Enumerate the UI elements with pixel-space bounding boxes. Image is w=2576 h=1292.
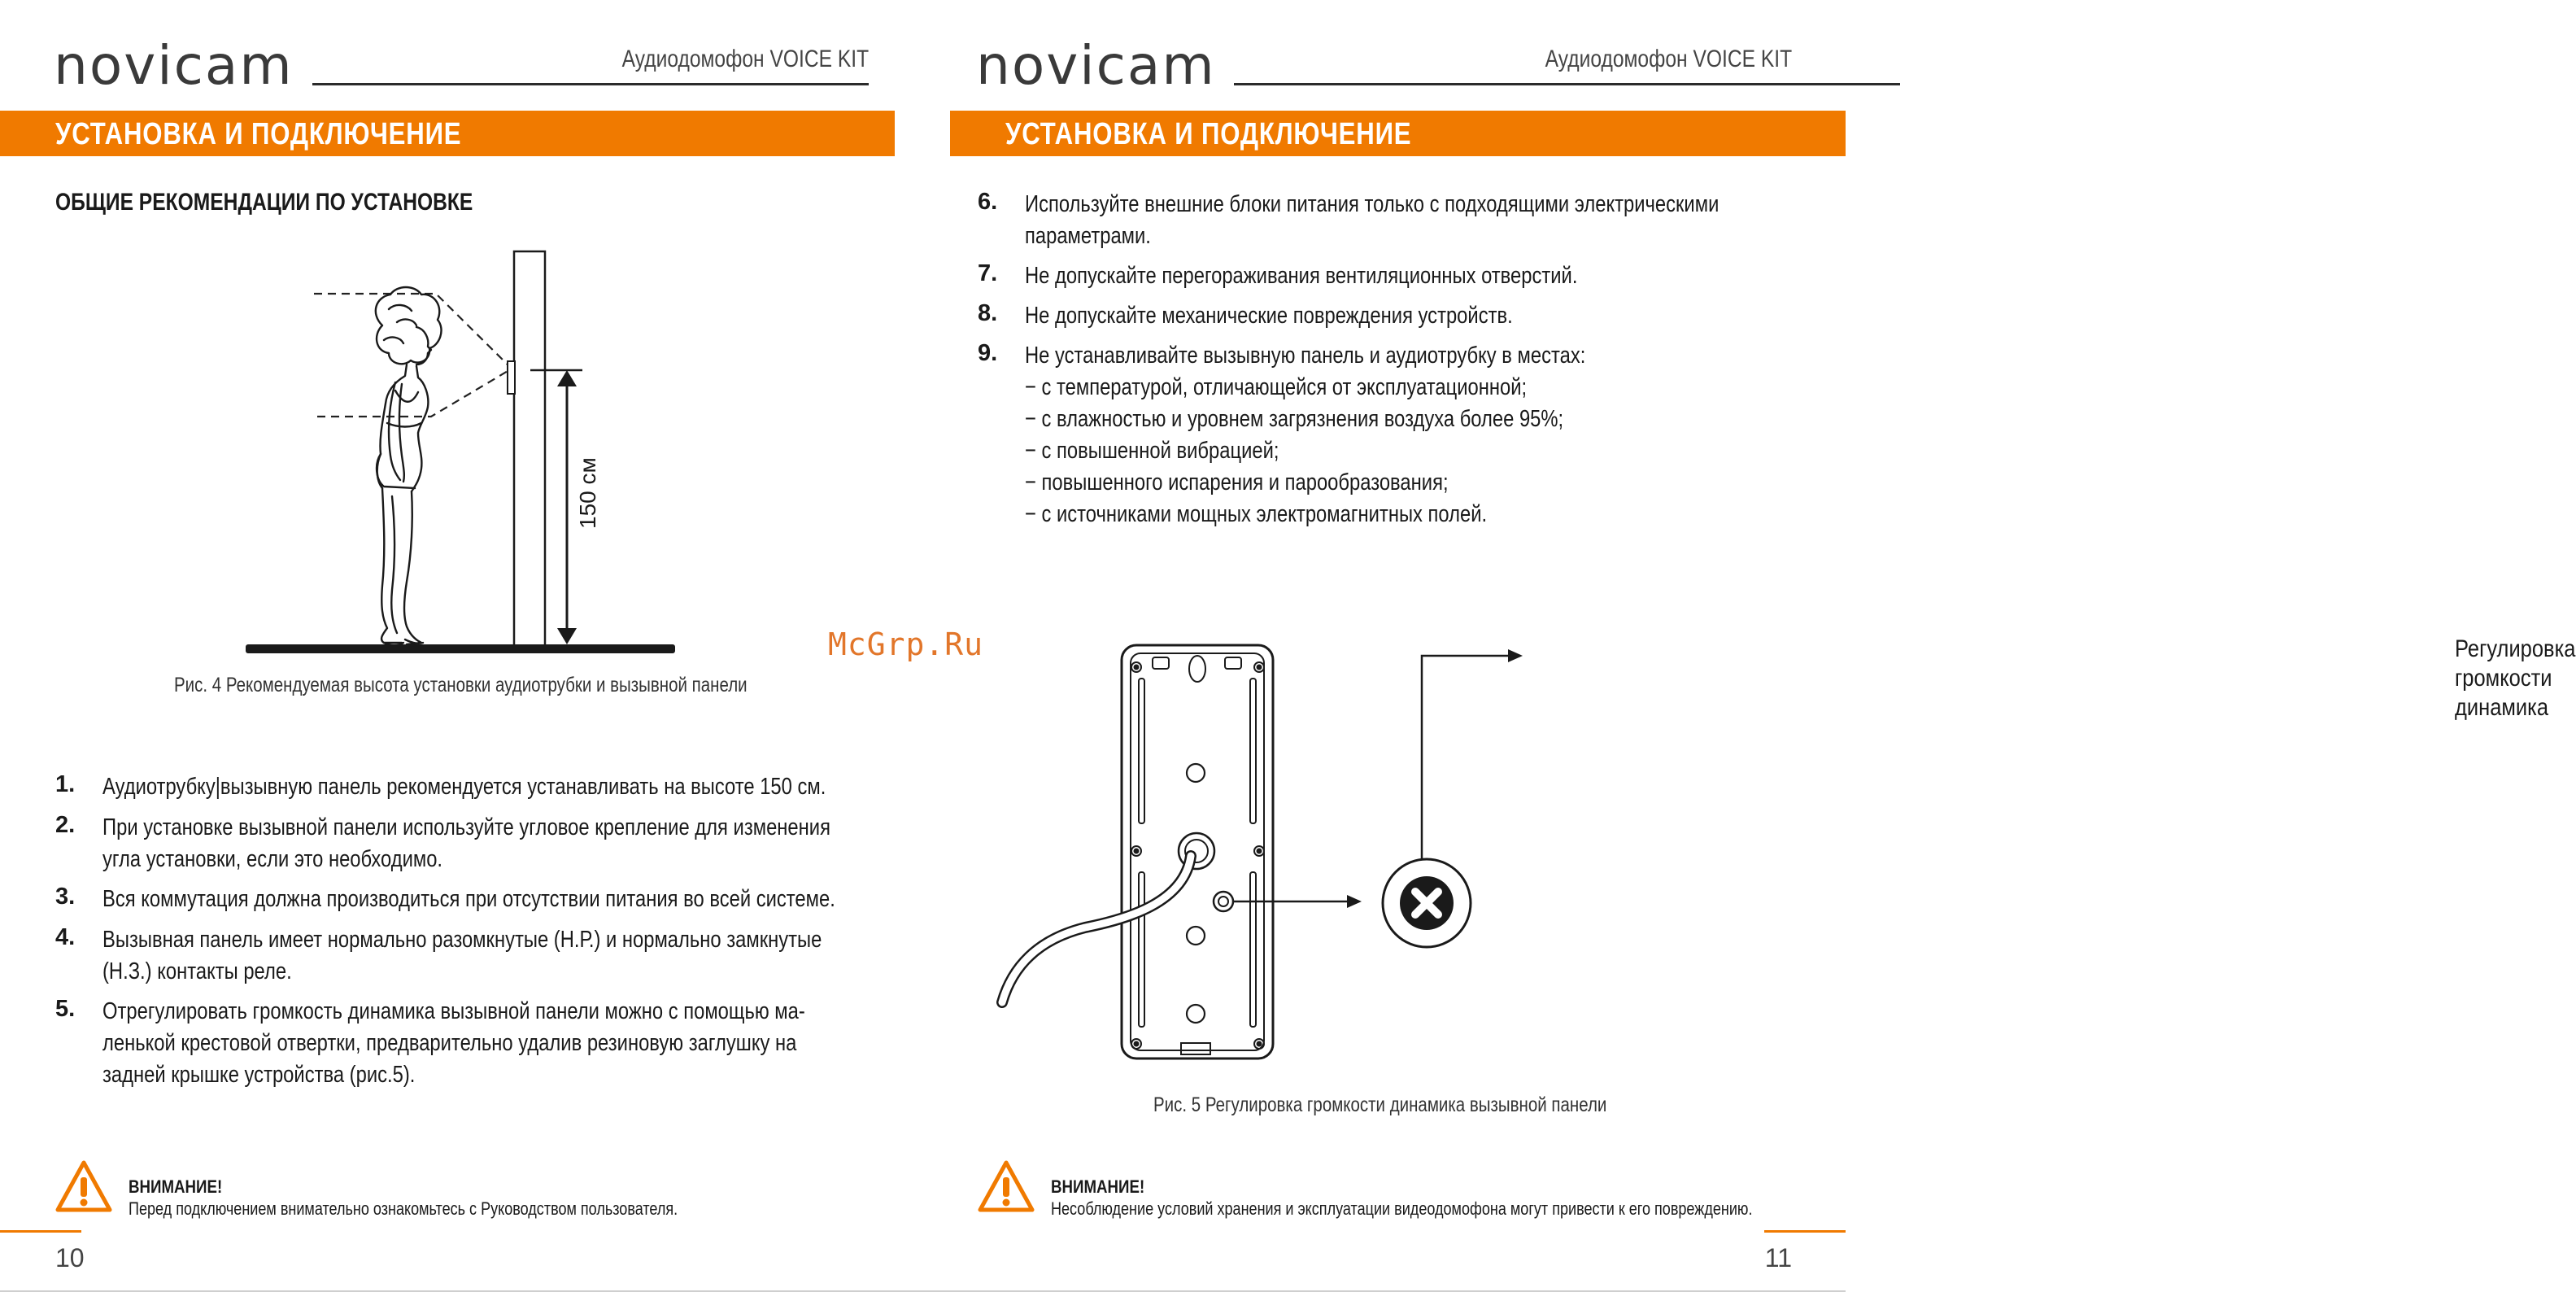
- list-item-text: Не устанавливайте вызывную панель и аудиотрубку в местах: − с температурой, отличающейся от эксплуатационной; − с влажностью и уровнем загрязнения воздуха более 95%; − с повышенной вибрацией; − повышенного испарения и парообразования; − с источниками мощных электромагнитных полей.: [1025, 343, 1586, 527]
- height-label: 150 см: [575, 457, 600, 529]
- warning-title: ВНИМАНИЕ!: [129, 1176, 223, 1197]
- call-panel: [508, 361, 515, 394]
- brand-logo: novicam: [976, 34, 1216, 97]
- list-item-number: 2.: [55, 812, 76, 838]
- list-item-number: 1.: [55, 771, 76, 797]
- footer-rule: [0, 1230, 81, 1233]
- list-item-number: 9.: [978, 340, 998, 366]
- section-title: УСТАНОВКА И ПОДКЛЮЧЕНИЕ: [55, 117, 462, 151]
- list-item-text: Аудиотрубку|вызывную панель рекомендуется устанавливать на высоте 150 см.: [102, 774, 826, 800]
- list-item-text: Вся коммутация должна производиться при отсутствии питания во всей системе.: [102, 886, 835, 912]
- page-number: 11: [1764, 1243, 1792, 1272]
- list-item-text: Отрегулировать громкость динамика вызывной панели можно с помощью ма- ленькой крестовой отвертки, предварительно удалив резиновую заглушку на задней крышке устройства (рис.5).: [102, 998, 805, 1088]
- watermark: McGrp.Ru: [828, 626, 984, 662]
- floor: [246, 644, 675, 653]
- figure-caption: Рис. 4 Рекомендуемая высота установки аудиотрубки и вызывной панели: [174, 674, 748, 696]
- right-page: [922, 0, 2576, 1292]
- list-item-number: 8.: [978, 300, 998, 326]
- wall: [514, 251, 545, 648]
- page-number: 10: [55, 1243, 85, 1272]
- warning-icon: [55, 1159, 112, 1213]
- panel-housing-inner: [1131, 653, 1264, 1050]
- footer-rule: [1764, 1230, 1846, 1233]
- dimension-arrow-top: [557, 370, 577, 386]
- warning-text: Перед подключением внимательно ознакомьтесь с Руководством пользователя.: [129, 1198, 678, 1219]
- warning-title: ВНИМАНИЕ!: [1051, 1176, 1145, 1197]
- list-item-number: 7.: [978, 260, 998, 286]
- list-item-number: 3.: [55, 884, 76, 910]
- figure-caption: Рис. 5 Регулировка громкости динамика вызывной панели: [1153, 1093, 1607, 1116]
- sight-line-top: [314, 294, 509, 366]
- list-item-number: 6.: [978, 189, 998, 215]
- product-title: Аудиодомофон VOICE KIT: [1545, 46, 1792, 72]
- person-figure: [376, 287, 442, 645]
- list-item-text: При установке вызывной панели используйте угловое крепление для изменения угла установки, если это необходимо.: [102, 814, 830, 872]
- left-page: [0, 0, 922, 1292]
- brand-logo: novicam: [54, 34, 294, 97]
- list-item-text: Используйте внешние блоки питания только с подходящими электрическими параметрами.: [1025, 191, 1720, 249]
- list-item-text: Вызывная панель имеет нормально разомкнутые (Н.Р.) и нормально замкнутые (Н.З.) контакты реле.: [102, 927, 822, 984]
- subheading: ОБЩИЕ РЕКОМЕНДАЦИИ ПО УСТАНОВКЕ: [55, 189, 473, 216]
- product-title: Аудиодомофон VOICE KIT: [621, 46, 869, 72]
- list-item-number: 5.: [55, 996, 76, 1022]
- warning-text: Несоблюдение условий хранения и эксплуатации видеодомофона могут привести к его повреждению.: [1051, 1198, 1753, 1219]
- list-item-text: Не допускайте перегораживания вентиляционных отверстий.: [1025, 263, 1578, 289]
- volume-adjust-label: Регулировка громкости динамика: [2455, 635, 2576, 721]
- sight-line-bottom: [317, 370, 509, 417]
- dimension-arrow-bottom: [557, 628, 577, 644]
- list-item-number: 4.: [55, 924, 76, 950]
- cable: [1002, 856, 1191, 1002]
- volume-screw: [1214, 892, 1233, 911]
- list-item-text: Не допускайте механические повреждения устройств.: [1025, 303, 1513, 329]
- installation-height-figure: [0, 0, 922, 732]
- section-title: УСТАНОВКА И ПОДКЛЮЧЕНИЕ: [1005, 117, 1412, 151]
- call-panel-back-figure: [922, 0, 1846, 1139]
- warning-icon: [978, 1159, 1035, 1213]
